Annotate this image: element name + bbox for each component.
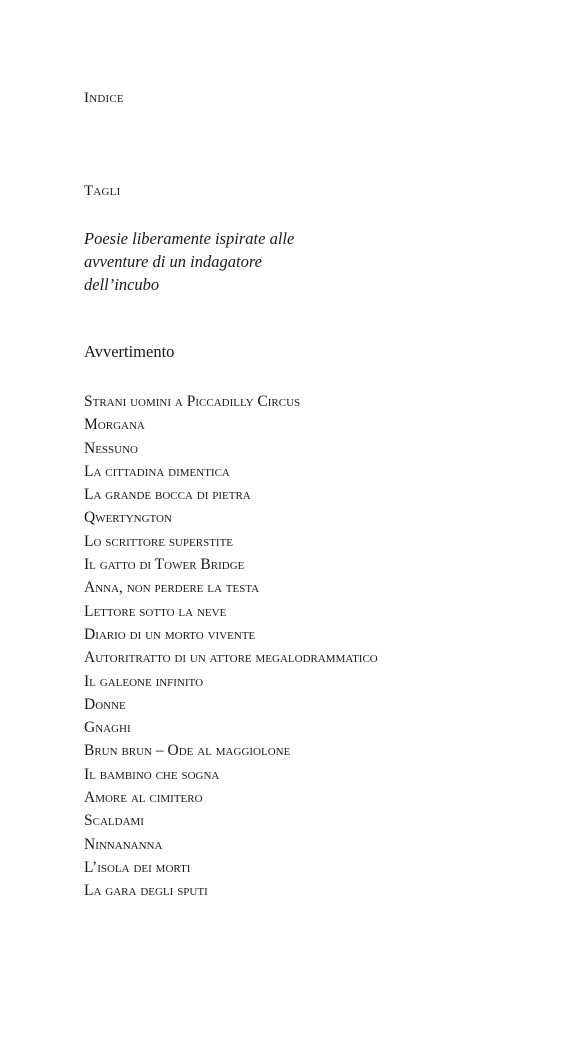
toc-item: Qwertyngton [84,509,172,527]
toc-item: Brun brun – Ode al maggiolone [84,742,291,760]
toc-item: Diario di un morto vivente [84,625,256,643]
toc-item: Autoritratto di un attore megalodrammatico [84,649,378,667]
note-heading: Avvertimento [84,342,175,361]
toc-item: Amore al cimitero [84,789,203,807]
toc-item: Il gatto di Tower Bridge [84,556,245,574]
toc-item: Strani uomini a Piccadilly Circus [84,393,301,410]
toc-item: L’isola dei morti [84,858,191,876]
section-title: Tagli [84,183,121,199]
subtitle-line: dell’incubo [84,275,160,294]
subtitle-line: avventure di un indagatore [84,252,262,271]
toc-item: La gara degli sputi [84,882,208,900]
toc-item: Morgana [84,416,145,434]
toc-item: La grande bocca di pietra [84,486,251,504]
toc-item: Il galeone infinito [84,672,204,690]
section-subtitle [84,227,294,296]
toc-item: Donne [84,695,126,713]
subtitle-line: Poesie liberamente ispirate alle [84,229,295,248]
toc-item: Scaldami [84,812,144,830]
index-heading: Indice [84,90,124,106]
toc-item: Lettore sotto la neve [84,602,227,620]
toc-item: Anna, non perdere la testa [84,579,260,597]
toc-item: Gnaghi [84,719,131,737]
toc-item: Nessuno [84,439,138,457]
toc-item: Il bambino che sogna [84,765,220,783]
table-of-contents [84,390,378,903]
toc-item: Ninnananna [84,835,163,853]
toc-item: La cittadina dimentica [84,462,230,480]
toc-item: Lo scrittore superstite [84,532,234,550]
